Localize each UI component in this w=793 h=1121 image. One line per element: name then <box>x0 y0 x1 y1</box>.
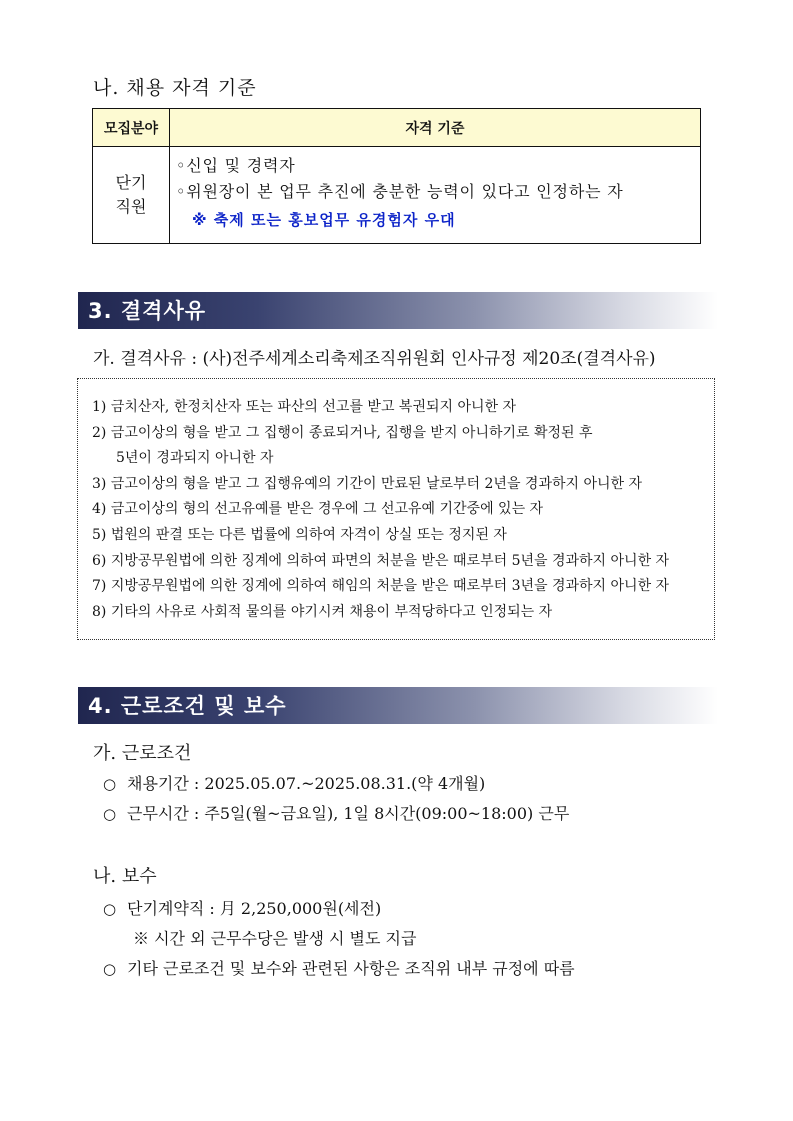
section-bar-conditions <box>78 687 718 724</box>
pay-text: 기타 근로조건 및 보수와 관련된 사항은 조직위 내부 규정에 따름 <box>127 959 575 978</box>
circle-bullet-icon: ○ <box>103 775 117 793</box>
condition-item <box>103 771 485 794</box>
pay-item <box>103 956 575 979</box>
header-criteria: 자격 기준 <box>170 109 701 147</box>
qualification-table <box>92 108 701 244</box>
preference-note: ※ 축제 또는 홍보업무 유경험자 우대 <box>192 211 456 229</box>
criteria-item: ◦신입 및 경력자 <box>176 156 296 175</box>
field-line: 직원 <box>115 197 147 216</box>
disqualification-subheading: 가. 결격사유 : (사)전주세계소리축제조직위원회 인사규정 제20조(결격사유) <box>93 349 656 369</box>
pay-subheading: 나. 보수 <box>93 866 157 887</box>
disqualification-box <box>77 378 715 640</box>
table-row <box>93 147 701 244</box>
list-item: 5) 법원의 판결 또는 다른 법률에 의하여 자격이 상실 또는 정지된 자 <box>92 526 507 543</box>
circle-bullet-icon: ○ <box>103 900 117 918</box>
conditions-subheading: 가. 근로조건 <box>93 743 192 764</box>
list-item: 8) 기타의 사유로 사회적 물의를 야기시켜 채용이 부적당하다고 인정되는 자 <box>92 603 553 620</box>
pay-item <box>103 896 381 919</box>
disqualification-list <box>92 395 669 625</box>
criteria-cell <box>170 147 701 244</box>
list-item: 1) 금치산자, 한정치산자 또는 파산의 선고를 받고 복권되지 아니한 자 <box>92 399 517 415</box>
list-item: 3) 금고이상의 형을 받고 그 집행유예의 기간이 만료된 날로부터 2년을 경과하지 아니한 자 <box>92 475 643 492</box>
list-item: 6) 지방공무원법에 의한 징계에 의하여 파면의 처분을 받은 때로부터 5년을 경과하지 아니한 자 <box>92 552 670 569</box>
header-field: 모집분야 <box>93 109 170 147</box>
circle-bullet-icon: ○ <box>103 960 117 978</box>
condition-text: 근무시간 : 주5일(월~금요일), 1일 8시간(09:00~18:00) 근무 <box>127 804 570 823</box>
list-item: 4) 금고이상의 형의 선고유예를 받은 경우에 그 선고유예 기간중에 있는 자 <box>92 501 544 518</box>
field-line: 단기 <box>115 173 147 192</box>
pay-note: ※ 시간 외 근무수당은 발생 시 별도 지급 <box>133 929 417 948</box>
section-title: 3. 결격사유 <box>88 299 207 323</box>
condition-text: 채용기간 : 2025.05.07.~2025.08.31.(약 4개월) <box>127 774 486 793</box>
list-item: 5년이 경과되지 아니한 자 <box>116 450 274 467</box>
pay-text: 단기계약직 : 月 2,250,000원(세전) <box>127 899 382 918</box>
list-item: 2) 금고이상의 형을 받고 그 집행이 종료되거나, 집행을 받지 아니하기로 확정된 후 <box>92 424 593 441</box>
condition-item <box>103 801 569 824</box>
section-bar-disqualification <box>78 292 718 329</box>
field-cell <box>93 147 170 244</box>
section-title: 4. 근로조건 및 보수 <box>88 694 287 718</box>
criteria-item: ◦위원장이 본 업무 추진에 충분한 능력이 있다고 인정하는 자 <box>176 182 624 201</box>
table-header-row <box>93 109 701 147</box>
section-heading-qualification: 나. 채용 자격 기준 <box>93 77 257 99</box>
list-item: 7) 지방공무원법에 의한 징계에 의하여 해임의 처분을 받은 때로부터 3년을 경과하지 아니한 자 <box>92 578 670 595</box>
circle-bullet-icon: ○ <box>103 805 117 823</box>
